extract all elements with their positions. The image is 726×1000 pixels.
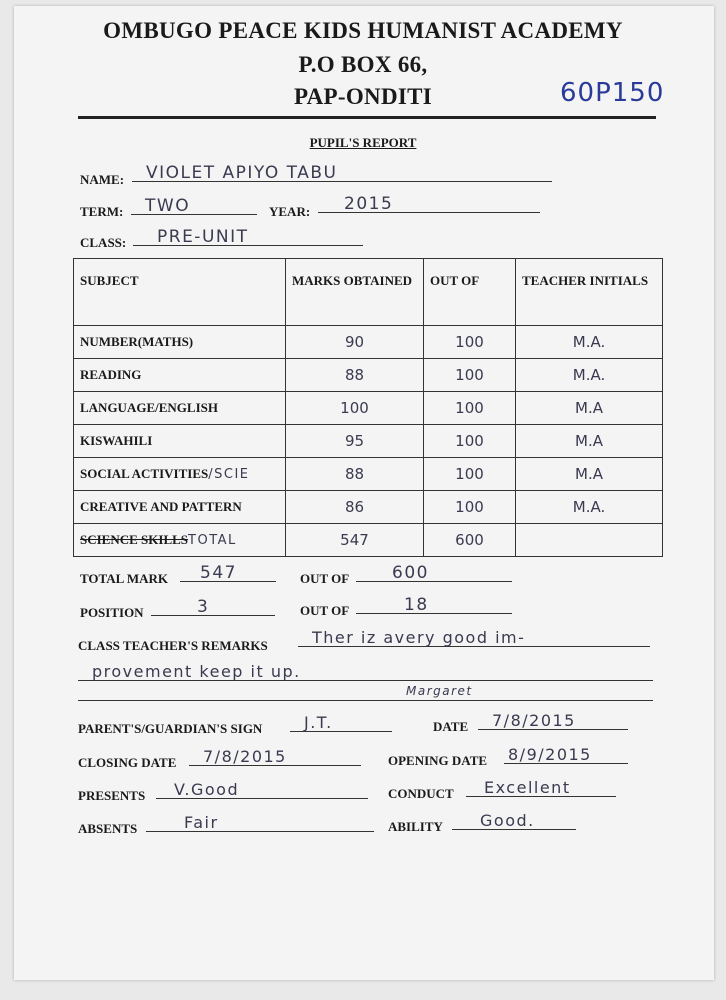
table-row [74, 425, 663, 458]
marks-cell: 547 [286, 524, 424, 557]
remarks-line-3 [78, 682, 653, 701]
year-line [318, 194, 540, 213]
ability-label: ABILITY [388, 819, 443, 834]
date-line [478, 711, 628, 730]
out-of-cell: 100 [424, 491, 516, 524]
table-row [74, 491, 663, 524]
class-line [133, 227, 363, 246]
total-mark-line [180, 563, 276, 582]
header-divider [78, 116, 656, 119]
initials-cell: M.A [516, 458, 663, 491]
table-row [74, 458, 663, 491]
date-label: DATE [433, 719, 469, 734]
header-subject: SUBJECT [74, 259, 286, 326]
remarks-text-1: Ther iz avery good im- [312, 628, 526, 647]
initials-cell: M.A [516, 425, 663, 458]
position-value: 3 [197, 597, 210, 617]
marks-cell: 100 [286, 392, 424, 425]
remarks-line-2 [78, 662, 653, 681]
initials-cell: M.A. [516, 359, 663, 392]
opening-date-label: OPENING DATE [388, 753, 488, 768]
marks-cell: 88 [286, 458, 424, 491]
total-mark-label: TOTAL MARK [80, 571, 169, 586]
position-label: POSITION [80, 605, 144, 620]
subject-cell: KISWAHILI [74, 425, 286, 458]
marks-cell: 95 [286, 425, 424, 458]
absents-label: ABSENTS [78, 821, 138, 836]
opening-date-line [504, 745, 628, 764]
ability-value: Good. [480, 811, 535, 830]
subject-cell [74, 458, 286, 491]
term-line [131, 196, 257, 215]
out-of-cell: 100 [424, 458, 516, 491]
school-name: OMBUGO PEACE KIDS HUMANIST ACADEMY [103, 18, 623, 43]
class-label: CLASS: [80, 235, 127, 250]
position-outof-value: 18 [404, 595, 429, 615]
table-row [74, 326, 663, 359]
conduct-label: CONDUCT [388, 786, 454, 801]
out-of-cell: 600 [424, 524, 516, 557]
remarks-line-1 [298, 628, 650, 647]
total-outof-value: 600 [392, 563, 429, 583]
school-town: PAP-ONDITI [293, 84, 432, 109]
term-value: TWO [145, 196, 191, 216]
out-of-cell: 100 [424, 359, 516, 392]
ref-number: 60P150 [560, 78, 665, 108]
subject-text: SOCIAL ACTIVITIES [80, 466, 209, 481]
subject-cell: READING [74, 359, 286, 392]
parent-sign-label: PARENT'S/GUARDIAN'S SIGN [78, 721, 263, 736]
position-line [151, 597, 275, 616]
date-value: 7/8/2015 [492, 711, 576, 730]
marks-cell: 88 [286, 359, 424, 392]
total-mark-value: 547 [200, 563, 237, 583]
subject-extra: TOTAL [188, 533, 237, 548]
closing-date-label: CLOSING DATE [78, 755, 177, 770]
remarks-label: CLASS TEACHER'S REMARKS [78, 638, 268, 653]
class-value: PRE-UNIT [157, 227, 249, 247]
table-row-total [74, 524, 663, 557]
presents-value: V.Good [174, 780, 240, 799]
marks-table [73, 258, 663, 557]
report-title: PUPIL'S REPORT [309, 135, 417, 150]
out-of-cell: 100 [424, 392, 516, 425]
year-value: 2015 [344, 194, 394, 214]
position-outof-line [356, 595, 512, 614]
term-label: TERM: [80, 204, 124, 219]
initials-cell [516, 524, 663, 557]
remarks-signature: Margaret [406, 684, 473, 698]
initials-cell: M.A. [516, 491, 663, 524]
table-row [74, 359, 663, 392]
header-marks: MARKS OBTAINED [286, 259, 424, 326]
out-of-cell: 100 [424, 326, 516, 359]
opening-date-value: 8/9/2015 [508, 745, 592, 764]
subject-cell: NUMBER(MATHS) [74, 326, 286, 359]
subject-cell: LANGUAGE/ENGLISH [74, 392, 286, 425]
subject-cell: CREATIVE AND PATTERN [74, 491, 286, 524]
marks-cell: 86 [286, 491, 424, 524]
school-box: P.O BOX 66, [298, 52, 428, 77]
position-outof-label: OUT OF [300, 603, 350, 618]
header-initials: TEACHER INITIALS [516, 259, 663, 326]
parent-sign-value: J.T. [304, 713, 333, 732]
conduct-value: Excellent [484, 778, 571, 797]
subject-cell [74, 524, 286, 557]
ability-line [452, 811, 576, 830]
name-line [132, 163, 552, 182]
parent-sign-line [290, 713, 392, 732]
presents-label: PRESENTS [78, 788, 146, 803]
table-row [74, 392, 663, 425]
total-outof-line [356, 563, 512, 582]
subject-extra: /SCIE [208, 467, 250, 482]
conduct-line [466, 778, 616, 797]
out-of-cell: 100 [424, 425, 516, 458]
table-header-row [74, 259, 663, 326]
presents-line [156, 780, 368, 799]
initials-cell: M.A [516, 392, 663, 425]
header-out-of: OUT OF [424, 259, 516, 326]
absents-value: Fair [184, 813, 219, 832]
initials-cell: M.A. [516, 326, 663, 359]
name-value: VIOLET APIYO TABU [146, 163, 338, 183]
closing-date-value: 7/8/2015 [203, 747, 287, 766]
closing-date-line [189, 747, 361, 766]
remarks-text-2: provement keep it up. [92, 662, 301, 681]
subject-text: SCIENCE SKILLS [80, 532, 189, 547]
marks-cell: 90 [286, 326, 424, 359]
absents-line [146, 813, 374, 832]
name-label: NAME: [80, 172, 125, 187]
total-outof-label: OUT OF [300, 571, 350, 586]
year-label: YEAR: [269, 204, 311, 219]
